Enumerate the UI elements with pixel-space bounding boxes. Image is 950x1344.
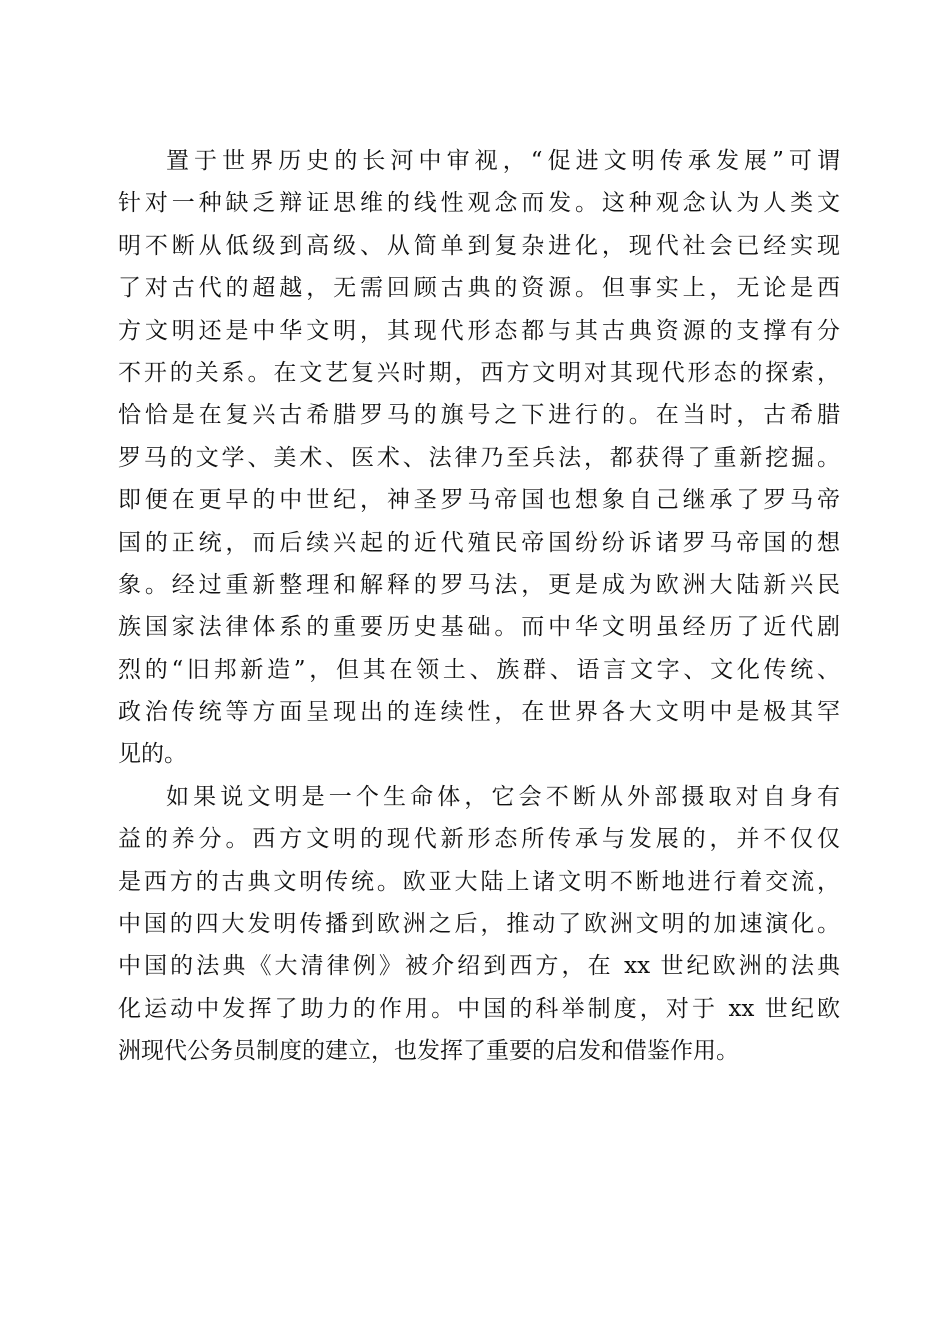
- paragraph-2: [118, 776, 840, 1073]
- text-line: 象。经过重新整理和解释的罗马法，更是成为欧洲大陆新兴民: [118, 571, 840, 598]
- text-line: 即便在更早的中世纪，神圣罗马帝国也想象自己继承了罗马帝: [118, 487, 840, 514]
- text-line: 如果说文明是一个生命体，它会不断从外部摄取对自身有: [166, 783, 840, 810]
- text-line: 益的养分。西方文明的现代新形态所传承与发展的，并不仅仅: [118, 826, 840, 853]
- text-line: 针对一种缺乏辩证思维的线性观念而发。这种观念认为人类文: [118, 190, 840, 217]
- text-line: 化运动中发挥了助力的作用。中国的科举制度，对于 xx 世纪欧: [118, 995, 840, 1022]
- text-line: 明不断从低级到高级、从简单到复杂进化，现代社会已经实现: [118, 232, 840, 259]
- text-line: 是西方的古典文明传统。欧亚大陆上诸文明不断地进行着交流，: [118, 868, 840, 895]
- text-line: 洲现代公务员制度的建立，也发挥了重要的启发和借鉴作用。: [118, 1038, 739, 1065]
- text-line: 见的。: [118, 741, 187, 768]
- text-line: 恰恰是在复兴古希腊罗马的旗号之下进行的。在当时，古希腊: [118, 402, 840, 429]
- document-body: [118, 140, 840, 1073]
- text-line: 罗马的文学、美术、医术、法律乃至兵法，都获得了重新挖掘。: [118, 444, 840, 471]
- text-line: 政治传统等方面呈现出的连续性，在世界各大文明中是极其罕: [118, 699, 840, 726]
- text-line: 不开的关系。在文艺复兴时期，西方文明对其现代形态的探索，: [118, 359, 840, 386]
- text-line: 了对古代的超越，无需回顾古典的资源。但事实上，无论是西: [118, 275, 840, 302]
- text-line: 族国家法律体系的重要历史基础。而中华文明虽经历了近代剧: [118, 614, 840, 641]
- text-line: 方文明还是中华文明，其现代形态都与其古典资源的支撑有分: [118, 317, 840, 344]
- text-line: 中国的法典《大清律例》被介绍到西方，在 xx 世纪欧洲的法典: [118, 953, 840, 980]
- text-line: 国的正统，而后续兴起的近代殖民帝国纷纷诉诸罗马帝国的想: [118, 529, 840, 556]
- text-line: 中国的四大发明传播到欧洲之后，推动了欧洲文明的加速演化。: [118, 911, 840, 938]
- paragraph-1: [118, 140, 840, 776]
- text-line: 烈的“旧邦新造”，但其在领土、族群、语言文字、文化传统、: [118, 656, 840, 683]
- text-line: 置于世界历史的长河中审视，“促进文明传承发展”可谓: [166, 148, 840, 174]
